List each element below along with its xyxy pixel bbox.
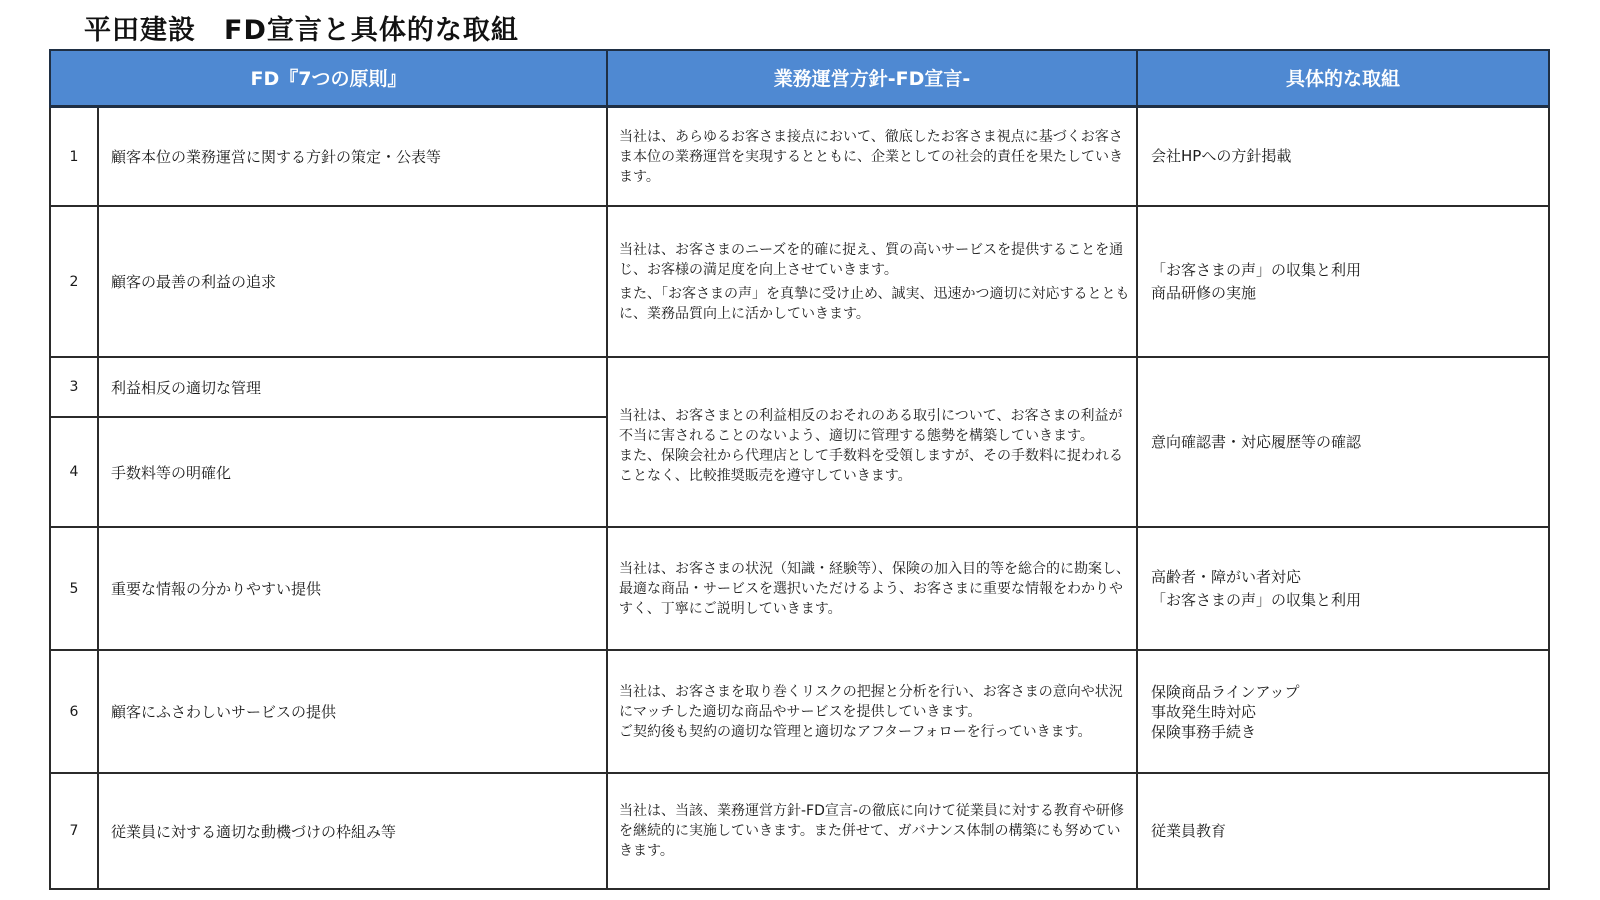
row-1-number [49,108,99,207]
row-2-principle [99,207,608,358]
row-2-number [49,207,99,358]
row-1-principle [99,108,608,207]
principle-text: 顧客本位の業務運営に関する方針の策定・公表等 [111,148,442,166]
policy-text: 当社は、お客さまとの利益相反のおそれのある取引について、お客さまの利益が不当に害されることのないよう、適切に管理する態勢を構築していきます。 [619,408,1123,444]
action-item: 事故発生時対応 [1151,702,1257,721]
row-4-number [49,418,99,528]
row-number: 1 [69,148,79,165]
header-policy-label: 業務運営方針‐FD宣言‐ [773,67,971,90]
policy-text: ご契約後も契約の適切な管理と適切なアフターフォローを行っていきます。 [619,723,1092,740]
row-5-actions [1138,528,1550,651]
principle-text: 従業員に対する適切な動機づけの枠組み等 [111,822,397,841]
row-4-principle [99,418,608,528]
row-1-policy [608,108,1138,207]
header-principles-label: FD『7つの原則』 [250,67,407,90]
row-number: 6 [69,703,79,720]
policy-text: 当社は、お客さまを取り巻くリスクの把握と分析を行い、お客さまの意向や状況にマッチした適切な商品やサービスを提供していきます。 [619,683,1123,720]
row-7-policy [608,774,1138,890]
policy-text: 当社は、あらゆるお客さま接点において、徹底したお客さま視点に基づくお客さま本位の業務運営を実現するとともに、企業としての社会的責任を果たしていきます。 [619,128,1123,185]
row-5-principle [99,528,608,651]
principle-text: 顧客にふさわしいサービスの提供 [111,703,337,721]
row-3-principle [99,358,608,418]
row-number: 5 [69,580,79,597]
row-2-policy [608,207,1138,358]
action-item: 商品研修の実施 [1151,283,1257,302]
header-principles [49,49,608,108]
row-1-actions [1138,108,1550,207]
row-5-number [49,528,99,651]
row-6-number [49,651,99,774]
policy-text: 当社は、当該、業務運営方針‐FD宣言‐の徹底に向けて従業員に対する教育や研修を継続的に実施していきます。また併せて、ガバナンス体制の構築にも努めていきます。 [619,803,1124,859]
row-5-policy [608,528,1138,651]
action-item: 「お客さまの声」の収集と利用 [1151,260,1362,279]
row-number: 7 [69,823,79,839]
principle-text: 重要な情報の分かりやすい提供 [111,580,322,598]
row-3-4-actions [1138,358,1550,528]
principle-text: 利益相反の適切な管理 [111,378,262,397]
action-item: 「お客さまの声」の収集と利用 [1151,590,1362,609]
action-item: 意向確認書・対応履歴等の確認 [1151,432,1362,451]
row-number: 3 [69,379,79,395]
row-6-actions [1138,651,1550,774]
header-actions-label: 具体的な取組 [1285,67,1400,90]
row-number: 4 [69,464,79,480]
policy-text: 当社は、お客さまの状況（知識・経験等）、保険の加入目的等を総合的に勘案し、最適な商品・サービスを選択いただけるよう、お客さまに重要な情報をわかりやすく、丁寧にご説明していきます。 [619,560,1130,617]
page-title: 平田建設 FD宣言と具体的な取組 [84,15,519,46]
row-6-principle [99,651,608,774]
policy-text: 当社は、お客さまのニーズを的確に捉え、質の高いサービスを提供することを通じ、お客様の満足度を向上させていきます。 [619,241,1124,278]
row-2-actions [1138,207,1550,358]
action-item: 保険商品ラインアップ [1151,682,1300,701]
action-item: 保険事務手続き [1151,722,1257,741]
row-7-principle [99,774,608,890]
table-top-border [49,49,1550,51]
row-7-number [49,774,99,890]
header-actions [1138,49,1550,108]
policy-text: また、「お客さまの声」を真摯に受け止め、誠実、迅速かつ適切に対応するとともに、業務品質向上に活かしていきます。 [619,285,1130,322]
row-7-actions [1138,774,1550,890]
fd-table [49,49,1550,890]
action-item: 従業員教育 [1151,821,1227,840]
action-item: 会社HPへの方針掲載 [1151,147,1292,165]
row-6-policy [608,651,1138,774]
action-item: 高齢者・障がい者対応 [1151,567,1302,586]
row-3-4-policy [608,358,1138,528]
principle-text: 顧客の最善の利益の追求 [111,273,277,291]
principle-text: 手数料等の明確化 [111,463,232,482]
row-number: 2 [69,273,79,290]
row-3-number [49,358,99,418]
policy-text: また、保険会社から代理店として手数料を受領しますが、その手数料に捉われることなく、比較推奨販売を遵守していきます。 [619,448,1123,484]
header-policy [608,49,1138,108]
